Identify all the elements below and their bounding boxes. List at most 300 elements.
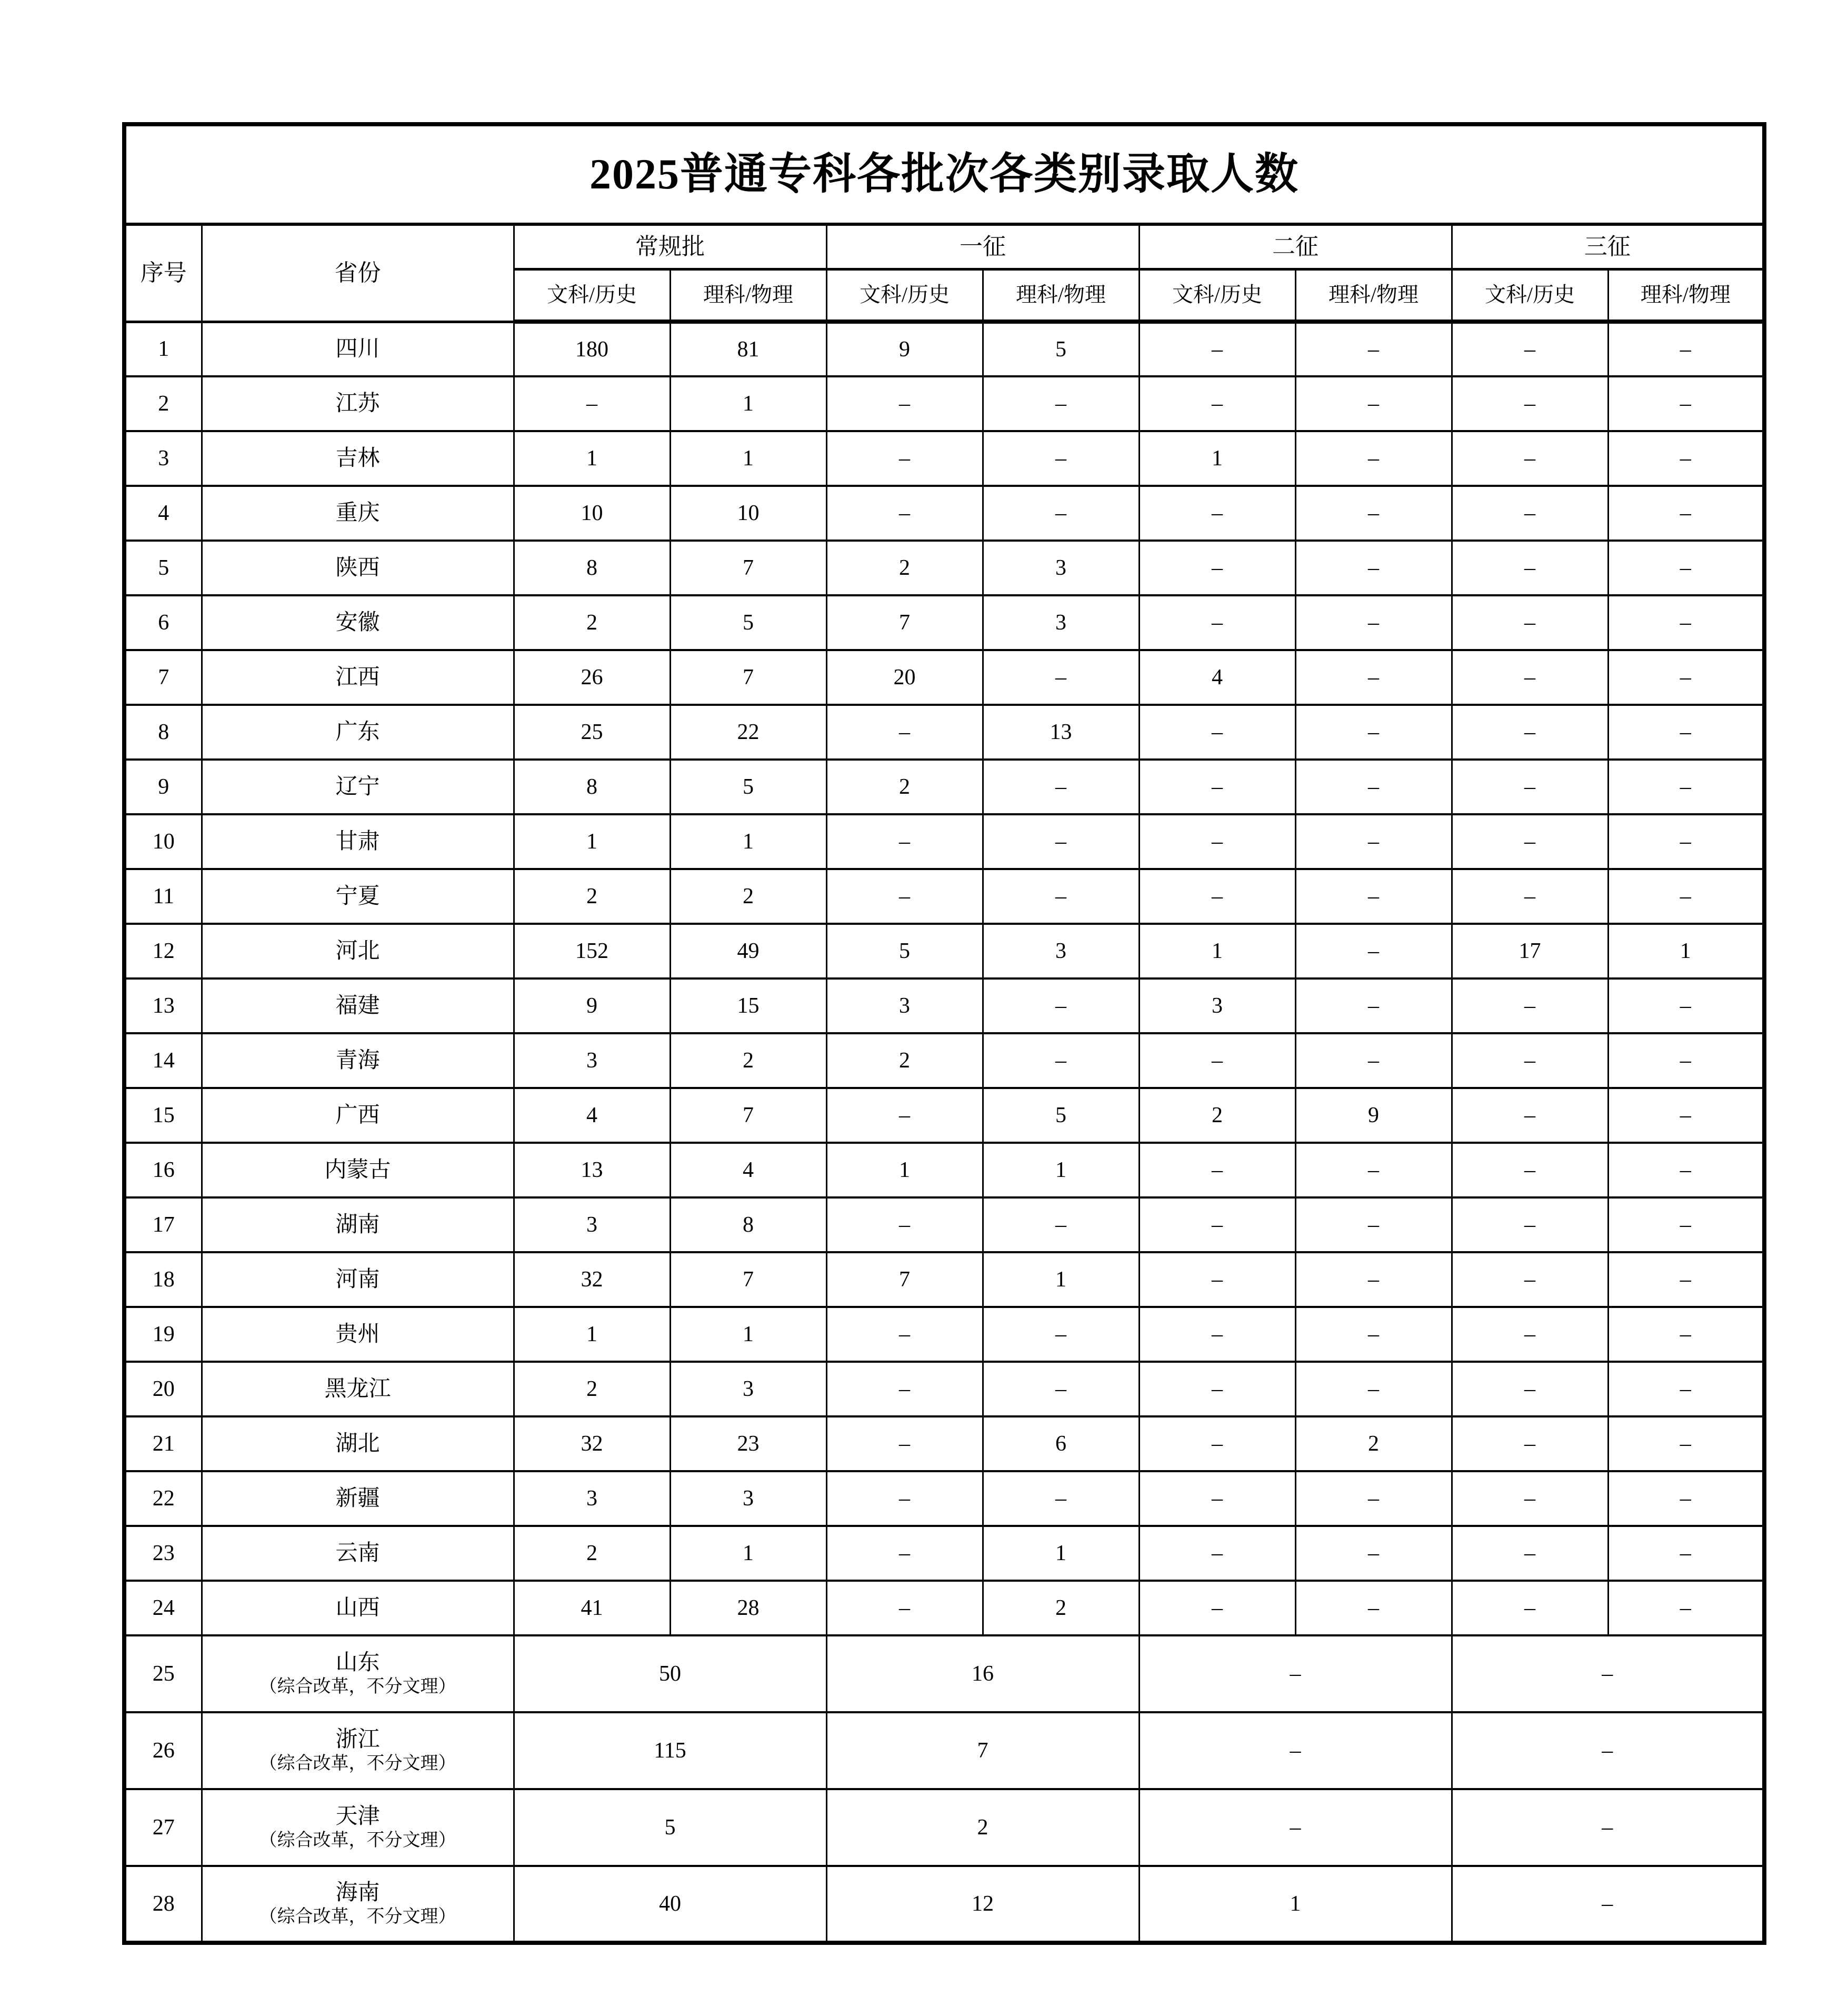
cell-value: – [826,1471,983,1526]
cell-index: 7 [124,650,202,705]
cell-value: 1 [670,431,826,486]
cell-value: – [1452,1143,1608,1197]
cell-index: 28 [124,1866,202,1943]
cell-index: 8 [124,705,202,760]
cell-index: 1 [124,322,202,376]
cell-value: 7 [670,1088,826,1143]
cell-value: – [1139,486,1295,541]
cell-value: – [1608,1143,1764,1197]
cell-value: – [1452,1866,1764,1943]
cell-value: – [1452,1088,1608,1143]
cell-value: – [826,869,983,924]
cell-value: 2 [826,760,983,814]
cell-index: 14 [124,1033,202,1088]
cell-value: 32 [514,1252,670,1307]
cell-value: 180 [514,322,670,376]
cell-value: 12 [826,1866,1139,1943]
cell-value: – [1139,595,1295,650]
cell-index: 19 [124,1307,202,1362]
cell-value: 13 [983,705,1139,760]
cell-value: – [1452,1033,1608,1088]
cell-value: – [1452,869,1608,924]
cell-value: 9 [826,322,983,376]
cell-value: – [1295,978,1452,1033]
cell-province: 陕西 [202,541,514,595]
col-group-third-call: 三征 [1452,224,1764,269]
cell-value: 3 [514,1033,670,1088]
cell-value: 1 [983,1252,1139,1307]
cell-value: – [983,760,1139,814]
cell-value: – [983,869,1139,924]
cell-value: – [826,486,983,541]
cell-value: 6 [983,1416,1139,1471]
cell-province: 吉林 [202,431,514,486]
cell-value: – [1608,1471,1764,1526]
province-note: （综合改革，不分文理） [259,1906,456,1926]
cell-value: 2 [983,1581,1139,1635]
table-row [124,705,1764,760]
cell-value: – [983,1197,1139,1252]
cell-value: – [1139,1471,1295,1526]
table-row [124,1712,1764,1789]
cell-value: – [1139,1252,1295,1307]
col-header-science-physics: 理科/物理 [1295,269,1452,322]
cell-value: 2 [670,1033,826,1088]
table-row [124,1252,1764,1307]
cell-value: 2 [826,541,983,595]
cell-value: – [1452,1581,1608,1635]
cell-province: 河南 [202,1252,514,1307]
cell-value: – [983,431,1139,486]
cell-value: – [1452,1307,1608,1362]
cell-value: – [1608,1252,1764,1307]
cell-value: – [1608,1088,1764,1143]
table-row [124,1581,1764,1635]
cell-value: 1 [670,1307,826,1362]
cell-index: 15 [124,1088,202,1143]
cell-value: 16 [826,1635,1139,1712]
cell-value: 3 [514,1197,670,1252]
cell-province: 宁夏 [202,869,514,924]
cell-value: – [1295,705,1452,760]
cell-value: 50 [514,1635,826,1712]
cell-value: – [983,1033,1139,1088]
cell-index: 10 [124,814,202,869]
cell-province: 辽宁 [202,760,514,814]
cell-value: – [1139,1581,1295,1635]
cell-value: – [1139,1307,1295,1362]
cell-value: 2 [826,1033,983,1088]
cell-province: 湖北 [202,1416,514,1471]
cell-value: 4 [670,1143,826,1197]
cell-value: 7 [670,541,826,595]
cell-value: – [1295,814,1452,869]
cell-value: – [1295,760,1452,814]
table-row [124,1526,1764,1581]
cell-value: – [1452,1362,1608,1416]
table-row [124,1033,1764,1088]
col-header-science-physics: 理科/物理 [1608,269,1764,322]
cell-value: 1 [514,814,670,869]
cell-index: 9 [124,760,202,814]
cell-value: – [1139,1197,1295,1252]
cell-province: 广西 [202,1088,514,1143]
cell-value: – [1452,814,1608,869]
table-row [124,541,1764,595]
table-row [124,760,1764,814]
cell-province [202,1866,514,1943]
cell-index: 5 [124,541,202,595]
page-title: 2025普通专科各批次各类别录取人数 [124,124,1764,224]
cell-value: – [1295,1471,1452,1526]
cell-value: 4 [514,1088,670,1143]
province-name: 海南 [335,1881,380,1905]
cell-value: – [1452,1197,1608,1252]
cell-value: 2 [514,869,670,924]
cell-value: – [1295,541,1452,595]
cell-value: 8 [514,541,670,595]
cell-value: – [1452,322,1608,376]
cell-value: 1 [1139,924,1295,978]
col-group-second-call: 二征 [1139,224,1452,269]
cell-value: – [1608,978,1764,1033]
cell-value: – [826,705,983,760]
cell-value: 1 [670,376,826,431]
cell-value: – [1608,1581,1764,1635]
cell-value: – [1608,814,1764,869]
province-name: 天津 [335,1804,380,1829]
cell-value: – [1452,1789,1764,1866]
cell-value: – [1452,486,1608,541]
cell-value: – [1608,1307,1764,1362]
cell-value: 26 [514,650,670,705]
cell-value: 5 [983,1088,1139,1143]
col-header-arts-history: 文科/历史 [826,269,983,322]
cell-value: – [1295,1197,1452,1252]
cell-value: 1 [1608,924,1764,978]
cell-value: – [1295,1581,1452,1635]
cell-value: 20 [826,650,983,705]
cell-province: 重庆 [202,486,514,541]
cell-province: 河北 [202,924,514,978]
cell-value: – [1295,1143,1452,1197]
province-note: （综合改革，不分文理） [259,1753,456,1773]
cell-value: 8 [670,1197,826,1252]
cell-value: – [1295,869,1452,924]
col-header-arts-history: 文科/历史 [1452,269,1608,322]
province-note: （综合改革，不分文理） [259,1830,456,1850]
cell-value: – [1608,869,1764,924]
cell-value: – [1452,760,1608,814]
cell-value: – [1608,1362,1764,1416]
cell-value: – [1139,1635,1452,1712]
cell-value: 1 [670,1526,826,1581]
cell-province: 广东 [202,705,514,760]
cell-value: – [983,1362,1139,1416]
cell-value: 17 [1452,924,1608,978]
cell-value: 15 [670,978,826,1033]
cell-value: 5 [670,760,826,814]
cell-value: 49 [670,924,826,978]
cell-value: – [1139,1143,1295,1197]
cell-value: – [1608,760,1764,814]
cell-value: – [1452,431,1608,486]
cell-value: – [1295,431,1452,486]
cell-province: 青海 [202,1033,514,1088]
cell-value: 41 [514,1581,670,1635]
title-row [124,124,1764,224]
cell-index: 11 [124,869,202,924]
cell-value: – [1295,486,1452,541]
cell-value: – [1295,322,1452,376]
admissions-table [122,122,1766,1945]
cell-value: 3 [670,1362,826,1416]
table-row [124,1362,1764,1416]
cell-value: 1 [514,1307,670,1362]
cell-value: – [983,376,1139,431]
cell-value: – [826,814,983,869]
cell-value: – [1608,322,1764,376]
cell-province: 湖南 [202,1197,514,1252]
cell-value: – [1452,376,1608,431]
cell-value: – [826,1362,983,1416]
table-row [124,1143,1764,1197]
col-header-arts-history: 文科/历史 [514,269,670,322]
table-row [124,322,1764,376]
cell-value: – [983,486,1139,541]
table-row [124,1416,1764,1471]
cell-value: – [1139,814,1295,869]
cell-value: 2 [514,595,670,650]
cell-value: – [826,1526,983,1581]
cell-value: 3 [514,1471,670,1526]
cell-value: – [1608,705,1764,760]
table-row [124,431,1764,486]
cell-index: 3 [124,431,202,486]
cell-index: 23 [124,1526,202,1581]
table-body [124,322,1764,1943]
cell-index: 25 [124,1635,202,1712]
cell-value: 115 [514,1712,826,1789]
cell-value: – [1139,1789,1452,1866]
cell-index: 26 [124,1712,202,1789]
cell-province: 江西 [202,650,514,705]
cell-index: 22 [124,1471,202,1526]
table-row [124,814,1764,869]
cell-value: – [1608,376,1764,431]
cell-value: – [1452,1712,1764,1789]
cell-value: – [983,814,1139,869]
cell-index: 17 [124,1197,202,1252]
cell-value: 7 [826,1252,983,1307]
cell-value: – [1452,1526,1608,1581]
cell-value: – [1295,650,1452,705]
cell-value: – [1608,431,1764,486]
cell-value: 40 [514,1866,826,1943]
cell-value: – [1608,1526,1764,1581]
cell-value: – [1295,595,1452,650]
col-header-science-physics: 理科/物理 [983,269,1139,322]
cell-value: – [1295,924,1452,978]
cell-value: – [1139,1362,1295,1416]
cell-value: – [1139,1416,1295,1471]
cell-value: – [1608,650,1764,705]
col-header-arts-history: 文科/历史 [1139,269,1295,322]
col-group-first-call: 一征 [826,224,1139,269]
cell-value: – [983,650,1139,705]
province-name: 浙江 [335,1728,380,1752]
table-row [124,486,1764,541]
table-row [124,1471,1764,1526]
col-header-province: 省份 [202,224,514,322]
cell-value: – [1295,1252,1452,1307]
cell-value: 7 [826,595,983,650]
cell-value: – [1295,1033,1452,1088]
cell-value: – [1295,1362,1452,1416]
cell-value: 22 [670,705,826,760]
cell-value: 3 [670,1471,826,1526]
cell-value: 81 [670,322,826,376]
cell-value: – [1452,1416,1608,1471]
cell-province: 甘肃 [202,814,514,869]
cell-value: – [1608,1416,1764,1471]
cell-value: 5 [826,924,983,978]
cell-value: 9 [1295,1088,1452,1143]
cell-value: 10 [670,486,826,541]
cell-province: 新疆 [202,1471,514,1526]
cell-value: 13 [514,1143,670,1197]
table-row [124,376,1764,431]
cell-value: – [983,1471,1139,1526]
cell-value: – [1452,705,1608,760]
cell-value: – [1295,376,1452,431]
cell-value: – [826,1307,983,1362]
cell-value: 1 [983,1143,1139,1197]
cell-province: 江苏 [202,376,514,431]
cell-value: 1 [983,1526,1139,1581]
cell-index: 24 [124,1581,202,1635]
cell-index: 2 [124,376,202,431]
cell-value: – [1295,1307,1452,1362]
cell-index: 20 [124,1362,202,1416]
cell-value: 3 [983,595,1139,650]
cell-province [202,1635,514,1712]
cell-province: 黑龙江 [202,1362,514,1416]
cell-value: 5 [983,322,1139,376]
cell-index: 18 [124,1252,202,1307]
cell-value: 8 [514,760,670,814]
cell-value: 1 [514,431,670,486]
table-row [124,978,1764,1033]
cell-value: – [983,1307,1139,1362]
cell-value: – [1295,1526,1452,1581]
cell-value: 32 [514,1416,670,1471]
cell-value: 152 [514,924,670,978]
province-name: 山东 [335,1651,380,1675]
cell-index: 27 [124,1789,202,1866]
cell-value: – [826,431,983,486]
cell-value: 3 [983,541,1139,595]
cell-value: – [1139,376,1295,431]
cell-index: 21 [124,1416,202,1471]
cell-index: 16 [124,1143,202,1197]
cell-index: 13 [124,978,202,1033]
cell-province: 贵州 [202,1307,514,1362]
cell-value: – [1452,1252,1608,1307]
table-row [124,1307,1764,1362]
cell-value: – [1139,1033,1295,1088]
cell-value: 1 [1139,431,1295,486]
cell-value: 23 [670,1416,826,1471]
cell-value: 2 [514,1526,670,1581]
cell-value: 2 [514,1362,670,1416]
cell-value: – [826,1197,983,1252]
cell-province [202,1789,514,1866]
table-row [124,650,1764,705]
cell-value: 3 [983,924,1139,978]
cell-value: 2 [826,1789,1139,1866]
col-group-regular-batch: 常规批 [514,224,826,269]
cell-value: – [1608,1033,1764,1088]
table-row [124,869,1764,924]
cell-value: – [1139,1712,1452,1789]
table-row [124,595,1764,650]
cell-value: – [826,1416,983,1471]
cell-province: 山西 [202,1581,514,1635]
col-header-science-physics: 理科/物理 [670,269,826,322]
cell-value: 3 [826,978,983,1033]
table-row [124,1197,1764,1252]
cell-value: 1 [670,814,826,869]
cell-value: – [514,376,670,431]
cell-value: – [1139,760,1295,814]
table-row [124,1635,1764,1712]
province-note: （综合改革，不分文理） [259,1676,456,1696]
cell-value: 10 [514,486,670,541]
cell-value: 9 [514,978,670,1033]
cell-value: 2 [1139,1088,1295,1143]
cell-province: 福建 [202,978,514,1033]
cell-province: 云南 [202,1526,514,1581]
cell-index: 6 [124,595,202,650]
cell-value: – [1139,1526,1295,1581]
cell-index: 12 [124,924,202,978]
cell-index: 4 [124,486,202,541]
table-row [124,1866,1764,1943]
cell-value: 4 [1139,650,1295,705]
cell-value: – [1139,705,1295,760]
table-row [124,924,1764,978]
cell-value: 5 [514,1789,826,1866]
cell-value: 7 [670,1252,826,1307]
cell-value: – [1139,541,1295,595]
cell-value: 28 [670,1581,826,1635]
cell-value: – [1452,1471,1608,1526]
cell-value: 5 [670,595,826,650]
cell-value: – [1608,595,1764,650]
cell-value: 2 [670,869,826,924]
cell-province [202,1712,514,1789]
cell-value: 25 [514,705,670,760]
group-header-row [124,224,1764,269]
cell-value: – [1608,486,1764,541]
cell-value: – [1452,978,1608,1033]
cell-value: 2 [1295,1416,1452,1471]
cell-value: – [1452,595,1608,650]
cell-value: – [1608,1197,1764,1252]
cell-value: – [826,376,983,431]
cell-value: – [1452,1635,1764,1712]
